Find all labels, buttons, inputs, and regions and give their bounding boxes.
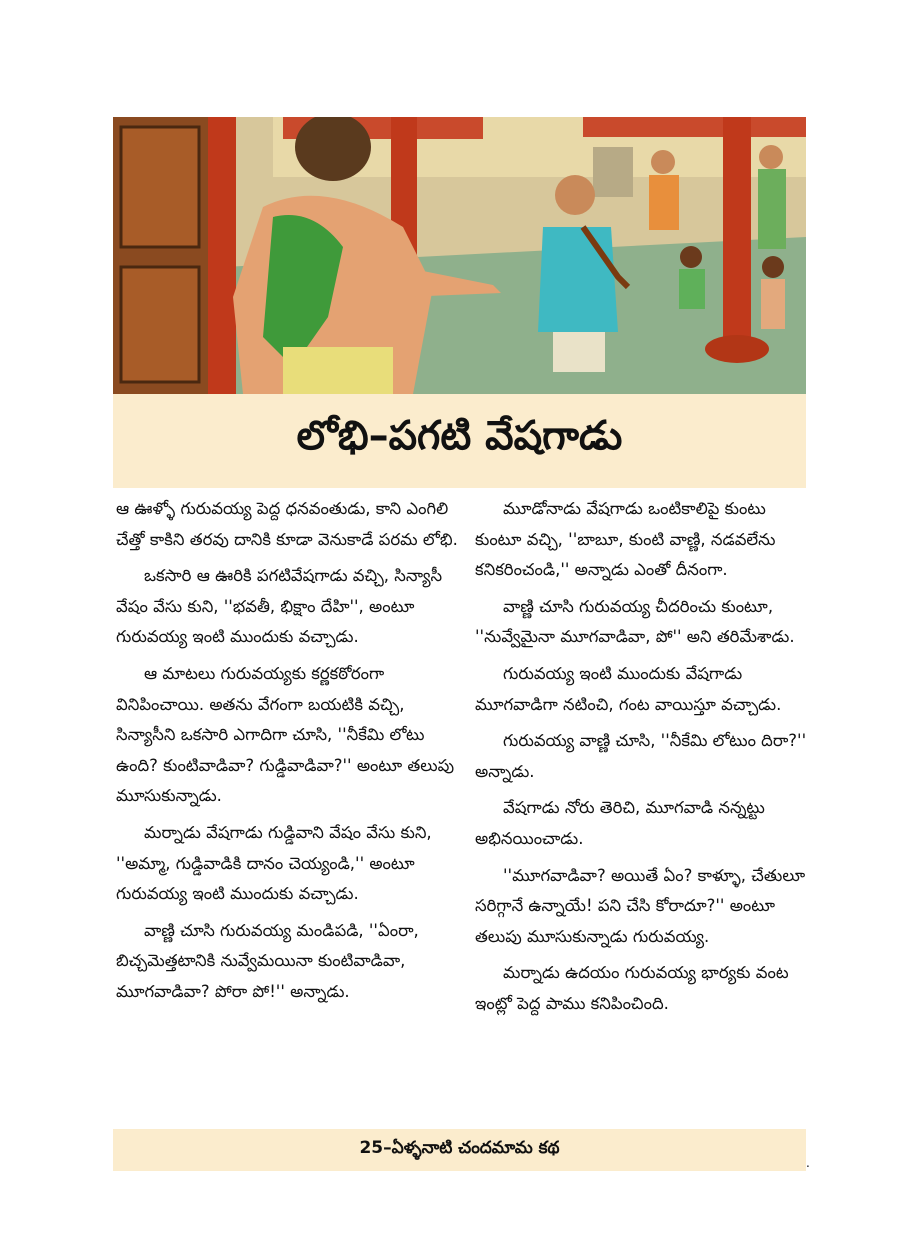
right-column [475,494,817,1026]
paragraph: ఆ మాటలు గురువయ్యకు కర్ణకఠోరంగా వినిపించాయి. అతను వేగంగా బయటికి వచ్చి, సిన్యాసీని ఒకసారి ఎగాదిగా చూసి, ''నీకేమి లోటు ఉంది? కుంటివాడివా? గుడ్డివాడివా?'' అంటూ తలుపు మూసుకున్నాడు. [116,663,455,806]
paragraph: మర్నాడు వేషగాడు గుడ్డివాని వేషం వేసు కుని, ''అమ్మా, గుడ్డివాడికి దానం చెయ్యండి,'' అంటూ గురువయ్య ఇంటి ముందుకు వచ్చాడు. [116,822,432,904]
footer-text: 25–ఏళ్ళనాటి చందమామ కథ [359,1138,560,1158]
page-footer [113,1129,806,1171]
paragraph: గురువయ్య వాణ్ణి చూసి, ''నీకేమి లోటుం దిరా?'' అన్నాడు. [475,731,807,781]
paragraph: మూడోనాడు వేషగాడు ఒంటికాలిపై కుంటు కుంటూ వచ్చి, ''బాబూ, కుంటి వాణ్ణి, నడవలేను కనికరించండి,'' అన్నాడు ఎంతో దీనంగా. [475,499,776,580]
story-illustration [113,117,806,394]
left-column [116,494,458,1014]
illustration-scene [113,117,806,394]
paragraph: వేషగాడు నోరు తెరిచి, మూగవాడి నన్నట్టు అభినయించాడు. [475,798,765,848]
paragraph: గురువయ్య ఇంటి ముందుకు వేషగాడు మూగవాడిగా నటించి, గంట వాయిస్తూ వచ్చాడు. [475,663,782,714]
story-title: లోభి–పగటి వేషగాడు [296,413,623,459]
corner-dot: . [806,1156,810,1170]
paragraph: ఆ ఊళ్ళో గురువయ్య పెద్ద ధనవంతుడు, కాని ఎంగిలి చేత్తో కాకిని తరవు దానికి కూడా వెనుకాడే పరమ లోభి. [116,499,458,549]
paragraph: వాణ్ణి చూసి గురువయ్య మండిపడి, ''ఏంరా, బిచ్చమెత్తటానికి నువ్వేమయినా కుంటివాడివా, మూగవాడివా? పోరా పో!'' అన్నాడు. [116,920,419,1001]
paragraph: ''మూగవాడివా? అయితే ఏం? కాళ్ళూ, చేతులూ సరిగ్గానే ఉన్నాయే! పని చేసి కోరాదూ?'' అంటూ తలుపు మూసుకున్నాడు గురువయ్య. [475,865,806,946]
paragraph: మర్నాడు ఉదయం గురువయ్య భార్యకు వంట ఇంట్లో పెద్ద పాము కనిపించింది. [475,963,789,1013]
title-band [113,394,806,488]
paragraph: వాణ్ణి చూసి గురువయ్య చీదరించు కుంటూ, ''నువ్వేమైనా మూగవాడివా, పో'' అని తరిమేశాడు. [475,596,795,647]
paragraph: ఒకసారి ఆ ఊరికి పగటివేషగాడు వచ్చి, సిన్యాసీ వేషం వేసు కుని, ''భవతీ, భిక్షాం దేహి'', అంటూ గురువయ్య ఇంటి ముందుకు వచ్చాడు. [116,566,443,647]
